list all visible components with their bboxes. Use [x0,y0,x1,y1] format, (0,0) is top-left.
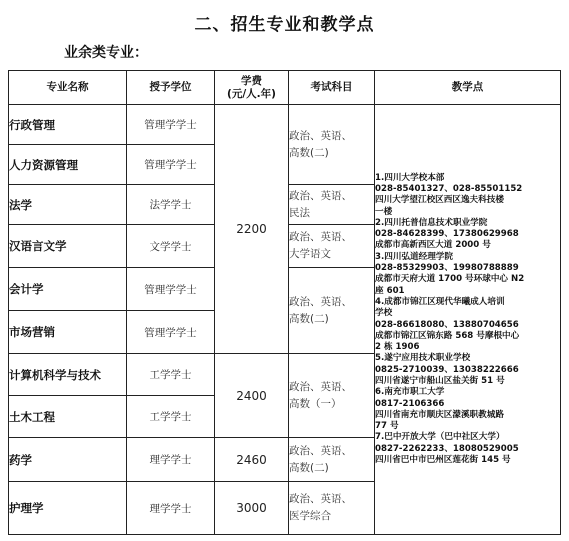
teaching-point-line: 0817-2106366 [375,398,445,409]
degree: 管理学学士 [127,311,215,354]
teaching-point-line: 四川大学望江校区西区逸夫科技楼 [375,195,504,206]
degree: 管理学学士 [127,145,215,185]
major-name: 人力资源管理 [9,145,127,185]
subjects-line: 政治、英语、 [289,129,352,142]
degree: 理学学士 [127,482,215,535]
teaching-point-line: 一楼 [375,206,393,217]
header-row [9,71,561,105]
teaching-point-line: 2.四川托普信息技术职业学院 [375,217,488,228]
header-fee-line1: 学费 [241,74,262,87]
teaching-point-line: 7.巴中开放大学（巴中社区大学） [375,432,505,443]
teaching-point-line: 0827-2262233、18080529005 [375,443,519,454]
teaching-point-line: 成都市天府大道 1700 号环球中心 N2 [375,274,525,285]
subjects-cell [289,268,375,354]
teaching-point-line: 028-85329903、19980788889 [375,263,519,274]
degree: 法学学士 [127,185,215,225]
section-label: 业余类专业： [64,45,148,61]
subjects-line: 政治、英语、 [289,295,352,308]
major-name: 药学 [9,438,127,482]
degree: 文学学士 [127,225,215,268]
major-name: 市场营销 [9,311,127,354]
teaching-point-line: 成都市高新西区大道 2000 号 [375,240,491,251]
subjects-line: 高数（一） [289,397,342,410]
teaching-point-line: 77 号 [375,421,399,432]
subjects-line: 政治、英语、 [289,444,352,457]
subjects-line: 政治、英语、 [289,380,352,393]
teaching-point-line: 四川省遂宁市船山区盐关街 51 号 [375,375,505,386]
degree: 工学学士 [127,396,215,438]
degree: 理学学士 [127,438,215,482]
subjects-line: 高数(二) [289,312,329,325]
header-fee-line2: (元/人.年) [227,87,276,100]
teaching-point-line: 学校 [375,308,393,319]
subjects-cell [289,354,375,438]
header-degree: 授予学位 [127,71,215,105]
subjects-line: 政治、英语、 [289,231,352,243]
fee-cell: 2200 [215,105,289,354]
fee-cell: 2400 [215,354,289,438]
teaching-point-line: 028-86618080、13880704656 [375,319,519,330]
teaching-point-line: 四川省巴中市巴州区莲花街 145 号 [375,455,511,466]
major-name: 会计学 [9,268,127,311]
header-fee [215,71,289,105]
teaching-point-line: 028-85401327、028-85501152 [375,183,523,194]
header-major: 专业名称 [9,71,127,105]
teaching-point-line: 4.成都市锦江区现代华曦成人培训 [375,296,505,307]
major-name: 汉语言文学 [9,225,127,268]
table-row [9,105,561,145]
teaching-point-line: 座 601 [375,285,405,296]
header-points: 教学点 [375,71,561,105]
major-name: 行政管理 [9,105,127,145]
degree: 工学学士 [127,354,215,396]
subjects-cell [289,482,375,535]
subjects-line: 政治、英语、 [289,189,352,202]
teaching-point-line: 2 栋 1906 [375,342,420,353]
subjects-line: 高数(二) [289,146,329,159]
major-name: 计算机科学与技术 [9,354,127,396]
teaching-point-line: 3.四川弘道经理学院 [375,251,453,262]
subjects-line: 政治、英语、 [289,493,352,505]
teaching-point-line: 四川省南充市顺庆区濛溪职教城路 [375,409,504,420]
admission-table [8,70,561,535]
degree: 管理学学士 [127,105,215,145]
fee-cell: 2460 [215,438,289,482]
fee-cell: 3000 [215,482,289,535]
subjects-line: 民法 [289,206,310,219]
subjects-line: 大学语文 [289,248,331,260]
subjects-cell [289,438,375,482]
subjects-cell [289,225,375,268]
major-name: 法学 [9,185,127,225]
header-subjects: 考试科目 [289,71,375,105]
teaching-point-line: 6.南充市职工大学 [375,387,445,398]
major-name: 护理学 [9,482,127,535]
subjects-line: 高数(二) [289,461,329,474]
subjects-line: 医学综合 [289,510,331,522]
subjects-cell [289,105,375,185]
teaching-point-line: 0825-2710039、13038222666 [375,364,519,375]
teaching-point-line: 1.四川大学校本部 [375,172,445,183]
teaching-points-cell [375,105,561,535]
teaching-point-line: 028-84628399、17380629968 [375,229,519,240]
degree: 管理学学士 [127,268,215,311]
teaching-point-line: 5.遂宁应用技术职业学校 [375,353,471,364]
page-title: 二、招生专业和教学点 [194,15,375,35]
major-name: 土木工程 [9,396,127,438]
teaching-point-line: 成都市锦江区锦东路 568 号摩根中心 [375,330,520,341]
subjects-cell [289,185,375,225]
